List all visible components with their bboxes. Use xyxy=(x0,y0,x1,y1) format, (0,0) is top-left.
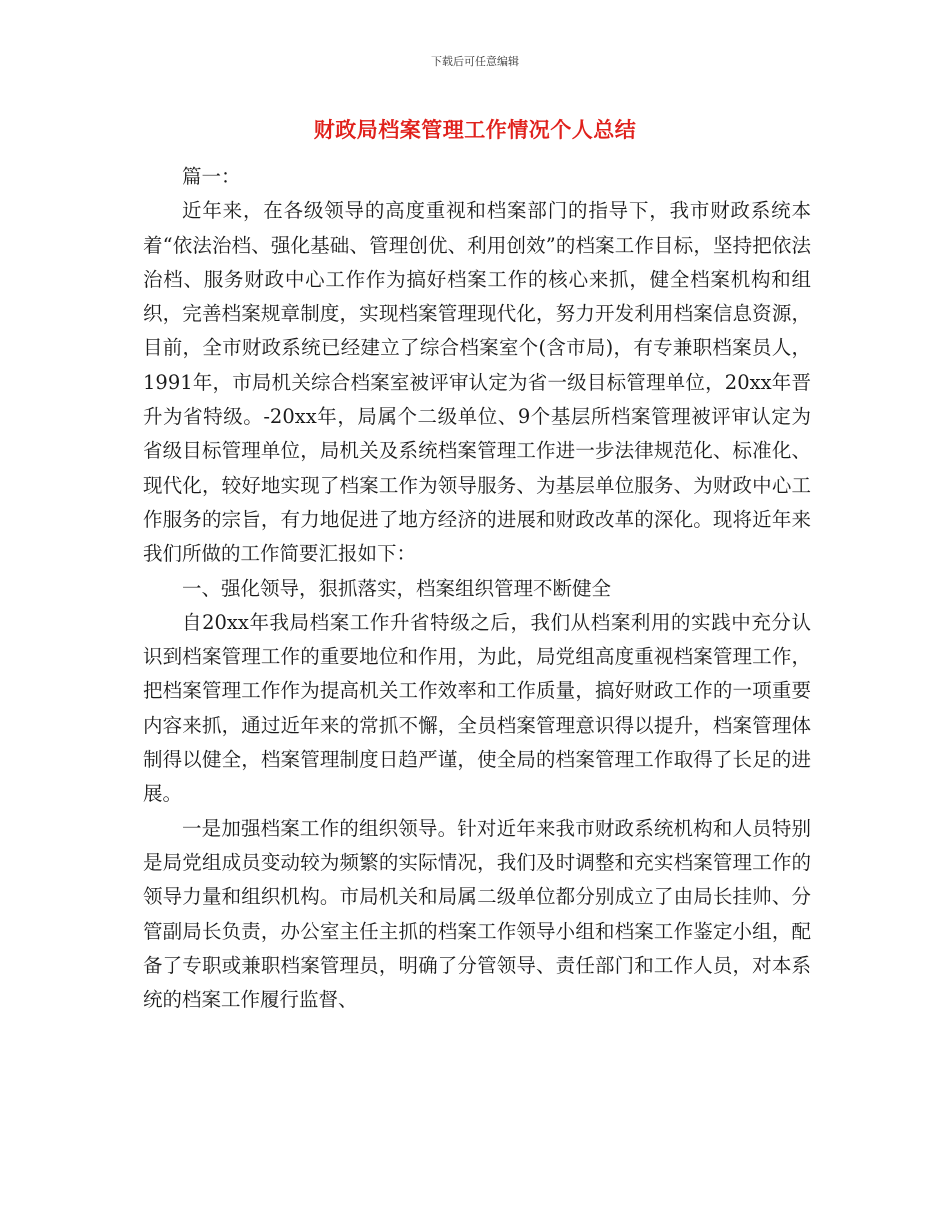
header-note: 下载后可任意编辑 xyxy=(431,55,519,68)
paragraph: 一是加强档案工作的组织领导。针对近年来我市财政系统机构和人员特别是局党组成员变动较为频繁的实际情况，我们及时调整和充实档案管理工作的领导力量和组织机构。市局机关和局属二级单位都分别成立了由局长挂帅、分管副局长负责，办公室主任主抓的档案工作领导小组和档案工作鉴定小组，配备了专职或兼职档案管理员，明确了分管领导、责任部门和工作人员，对本系统的档案工作履行监督、 xyxy=(143,816,811,1012)
paragraph: 近年来，在各级领导的高度重视和档案部门的指导下，我市财政系统本着“依法治档、强化基础、管理创优、利用创效”的档案工作目标，坚持把依法治档、服务财政中心工作作为搞好档案工作的核心来抓，健全档案机构和组织，完善档案规章制度，实现档案管理现代化，努力开发利用档案信息资源，目前，全市财政系统已经建立了综合档案室个(含市局)，有专兼职档案员人，1991年，市局机关综合档案室被评审认定为省一级目标管理单位，20xx年晋升为省特级。-20xx年，局属个二级单位、9个基层所档案管理被评审认定为省级目标管理单位，局机关及系统档案管理工作进一步法律规范化、标准化、现代化，较好地实现了档案工作为领导服务、为基层单位服务、为财政中心工作服务的宗旨，有力地促进了地方经济的进展和财政改革的深化。现将近年来我们所做的工作简要汇报如下： xyxy=(143,199,811,566)
section-label: 篇一： xyxy=(182,165,241,188)
paragraph: 自20xx年我局档案工作升省特级之后，我们从档案利用的实践中充分认识到档案管理工作的重要地位和作用，为此，局党组高度重视档案管理工作，把档案管理工作作为提高机关工作效率和工作质量，搞好财政工作的一项重要内容来抓，通过近年来的常抓不懈，全员档案管理意识得以提升，档案管理体制得以健全，档案管理制度日趋严谨，使全局的档案管理工作取得了长足的进展。 xyxy=(143,610,811,806)
document-body xyxy=(143,160,811,1017)
document-title: 财政局档案管理工作情况个人总结 xyxy=(313,118,637,142)
section-heading: 一、强化领导，狠抓落实，档案组织管理不断健全 xyxy=(182,576,612,600)
